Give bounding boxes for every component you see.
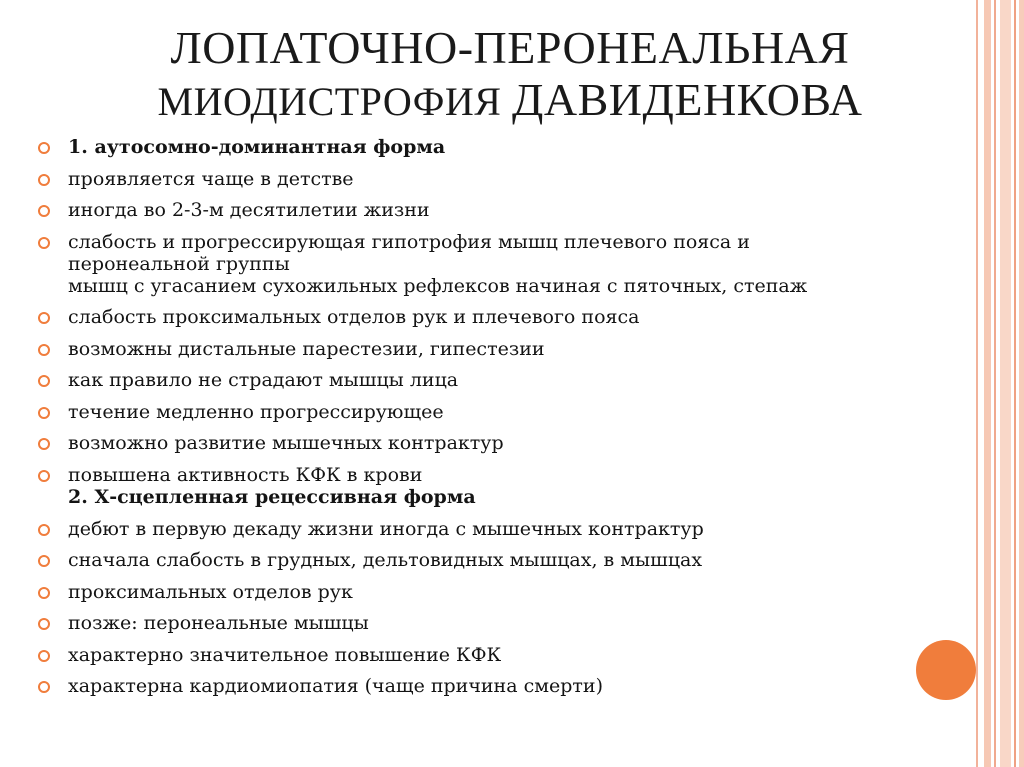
- ring-bullet-icon: [38, 174, 50, 186]
- list-item: [38, 231, 968, 297]
- list-item-text: проксимальных отделов рук: [68, 580, 353, 603]
- ring-bullet-icon: [38, 205, 50, 217]
- list-item-text: слабость и прогрессирующая гипотрофия мышц плечевого пояса и: [68, 230, 750, 253]
- ring-bullet-icon: [38, 470, 50, 482]
- ring-bullet-icon: [38, 524, 50, 536]
- list-item-text: сначала слабость в грудных, дельтовидных мышцах, в мышцах: [68, 549, 703, 571]
- list-item: [38, 644, 968, 666]
- list-item: [38, 401, 968, 423]
- list-item: [38, 612, 968, 634]
- list-item-text: характерна кардиомиопатия (чаще причина смерти): [68, 675, 604, 697]
- bullet-list: [38, 136, 968, 707]
- ring-bullet-icon: [38, 142, 50, 154]
- title-line-1: [80, 22, 940, 74]
- decor-stripe: [994, 0, 996, 767]
- list-item-text: мышц с угасанием сухожильных рефлексов начиная с пяточных, степаж: [68, 274, 808, 297]
- ring-bullet-icon: [38, 618, 50, 630]
- list-item: [38, 306, 968, 328]
- list-item-text: перонеальной группы: [68, 252, 290, 275]
- list-item: [38, 168, 968, 190]
- list-item: [38, 486, 968, 508]
- list-item: [38, 338, 968, 360]
- list-item-text: проявляется чаще в детстве: [68, 167, 354, 190]
- ring-bullet-icon: [38, 438, 50, 450]
- ring-bullet-icon: [38, 344, 50, 356]
- list-item: [38, 199, 968, 221]
- list-item: [38, 581, 968, 603]
- ring-bullet-icon: [38, 650, 50, 662]
- list-item: [38, 464, 968, 486]
- decor-stripe: [1000, 0, 1011, 767]
- list-item-text: возможно развитие мышечных контрактур: [68, 432, 504, 454]
- list-item: [38, 549, 968, 571]
- list-item-text: как правило не страдают мышцы лица: [68, 369, 459, 391]
- slide-title: [80, 22, 940, 128]
- title-line-2-name: ДАВИДЕНКОВА: [511, 74, 863, 125]
- list-item: [38, 675, 968, 697]
- list-item-text: иногда во 2-3-м десятилетии жизни: [68, 199, 430, 221]
- list-item-text: повышена активность КФК в крови: [68, 463, 423, 486]
- ring-bullet-icon: [38, 312, 50, 324]
- list-item-text: 2. Х-сцепленная рецессивная форма: [68, 486, 476, 508]
- decor-stripe: [976, 0, 978, 767]
- ring-bullet-icon: [38, 375, 50, 387]
- list-item: [38, 518, 968, 540]
- ring-bullet-icon: [38, 587, 50, 599]
- list-item-text: течение медленно прогрессирующее: [68, 400, 444, 423]
- ring-bullet-icon: [38, 237, 50, 249]
- decor-stripe: [984, 0, 991, 767]
- title-line-1-text: ЛОПАТОЧНО-ПЕРОНЕАЛЬНАЯ: [170, 22, 850, 73]
- list-item: [38, 369, 968, 391]
- list-item: [38, 432, 968, 454]
- decor-stripe: [1014, 0, 1016, 767]
- title-line-2: [80, 74, 940, 128]
- list-item-text: 1. аутосомно-доминантная форма: [68, 136, 446, 158]
- list-item-text: характерно значительное повышение КФК: [68, 643, 502, 666]
- list-item-text: позже: перонеальные мышцы: [68, 612, 369, 634]
- list-item-text: дебют в первую декаду жизни иногда с мышечных контрактур: [68, 517, 704, 540]
- list-item-text: возможны дистальные парестезии, гипестезии: [68, 337, 545, 360]
- list-item: [38, 136, 968, 158]
- ring-bullet-icon: [38, 681, 50, 693]
- title-line-2-prefix: МИОДИСТРОФИЯ: [157, 79, 512, 124]
- ring-bullet-icon: [38, 407, 50, 419]
- decor-stripe: [1019, 0, 1024, 767]
- list-item-text: слабость проксимальных отделов рук и плечевого пояса: [68, 306, 640, 328]
- ring-bullet-icon: [38, 555, 50, 567]
